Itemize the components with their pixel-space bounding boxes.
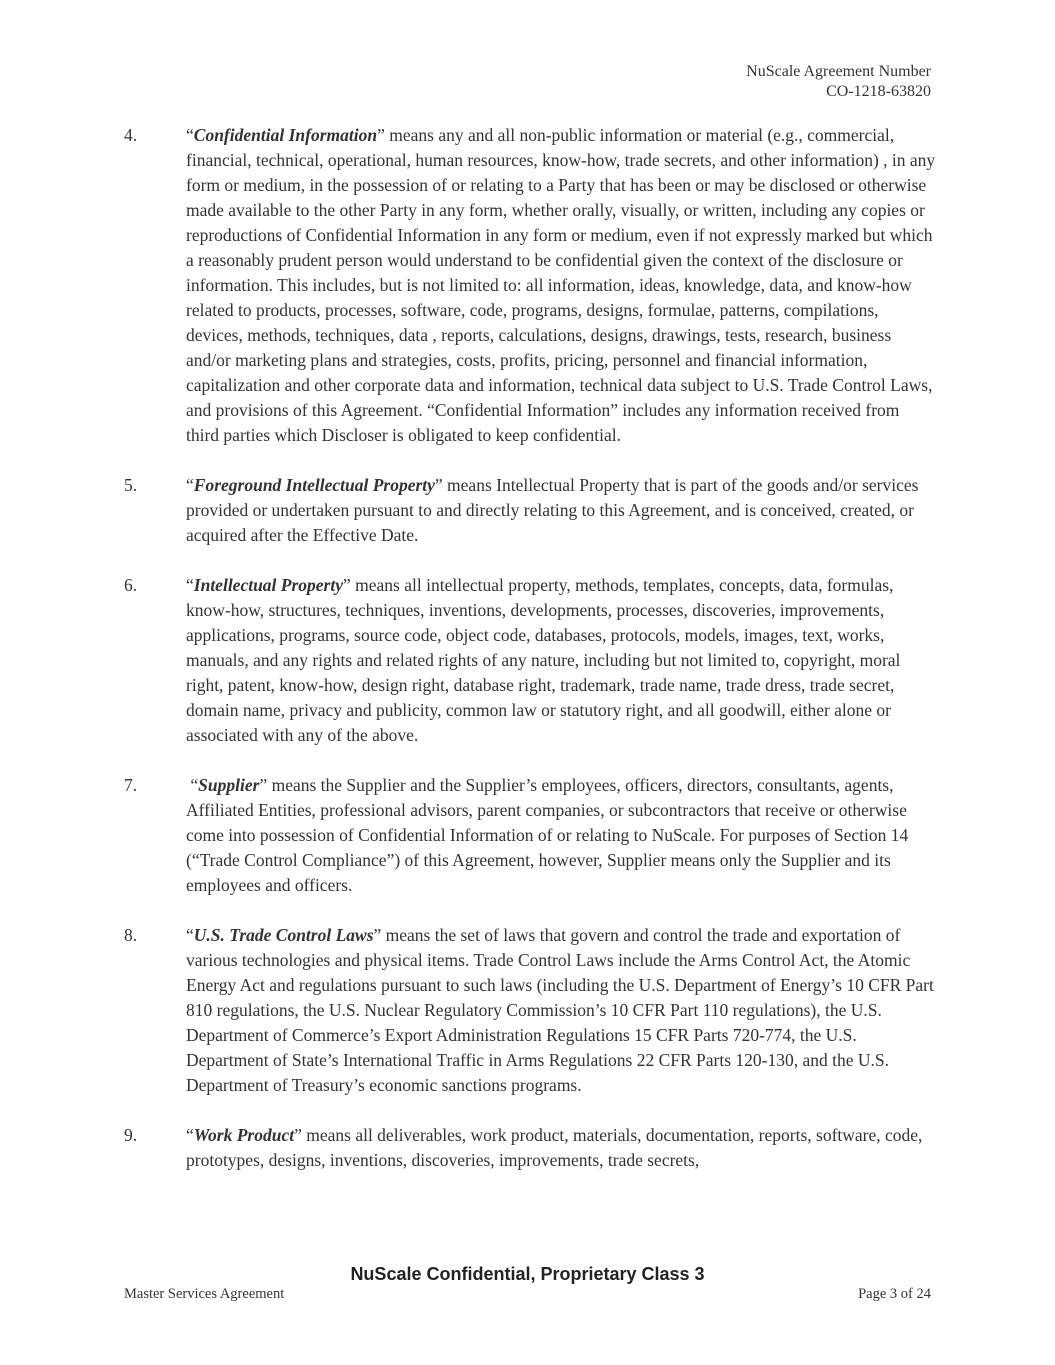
- definition-number: 9.: [124, 1125, 138, 1145]
- confidentiality-footer: NuScale Confidential, Proprietary Class 3: [350, 1264, 705, 1284]
- definition-body: ” means the set of laws that govern and control the trade and exportation of various technologies and physical items. Trade Control Laws include the Arms Control Act, the Atomic Energy Act and regulations pursuant to such laws (including the U.S. Department of Energy’s 10 CFR Part 810 regulations, the U.S. Nuclear Regulatory Commission’s 10 CFR Part 110 regulations), the U.S. Department of Commerce’s Export Administration Regulations 15 CFR Parts 720-774, the U.S. Department of State’s International Traffic in Arms Regulations 22 CFR Parts 120-130, and the U.S. Department of Treasury’s economic sanctions programs.: [186, 925, 934, 1095]
- agreement-number-value: CO-1218-63820: [826, 83, 931, 100]
- definition-body: ” means the Supplier and the Supplier’s employees, officers, directors, consultants, agents, Affiliated Entities, professional advisors, parent companies, or subcontractors that receive or otherwise come into possession of Confidential Information of or relating to NuScale. For purposes of Section 14 (“Trade Control Compliance”) of this Agreement, however, Supplier means only the Supplier and its employees and officers.: [186, 775, 909, 895]
- definitions-list: [124, 123, 936, 1198]
- definition-item: [124, 473, 936, 548]
- definition-text: “Confidential Information” means any and all non-public information or material (e.g., commercial, financial, technical, operational, human resources, know-how, trade secrets, and other information) , in any form or medium, in the possession of or relating to a Party that has been or may be disclosed or otherwise made available to the other Party in any form, whether orally, visually, or written, including any copies or reproductions of Confidential Information in any form or medium, even if not expressly marked but which a reasonably prudent person would understand to be confidential given the context of the disclosure or information. This includes, but is not limited to: all information, ideas, knowledge, data, and know-how related to products, processes, software, code, programs, designs, formulae, patterns, compilations, devices, methods, techniques, data , reports, calculations, designs, drawings, tests, research, business and/or marketing plans and strategies, costs, profits, pricing, personnel and financial information, capitalization and other corporate data and information, technical data subject to U.S. Trade Control Laws, and provisions of this Agreement. “Confidential Information” includes any information received from third parties which Discloser is obligated to keep confidential.: [186, 125, 936, 445]
- definition-term: Foreground Intellectual Property: [193, 475, 435, 495]
- page-header: [746, 62, 931, 102]
- agreement-number-label: NuScale Agreement Number: [746, 63, 931, 80]
- definition-text: “U.S. Trade Control Laws” means the set of laws that govern and control the trade and exportation of various technologies and physical items. Trade Control Laws include the Arms Control Act, the Atomic Energy Act and regulations pursuant to such laws (including the U.S. Department of Energy’s 10 CFR Part 810 regulations, the U.S. Nuclear Regulatory Commission’s 10 CFR Part 110 regulations), the U.S. Department of Commerce’s Export Administration Regulations 15 CFR Parts 720-774, the U.S. Department of State’s International Traffic in Arms Regulations 22 CFR Parts 120-130, and the U.S. Department of Treasury’s economic sanctions programs.: [186, 925, 934, 1095]
- definition-item: [124, 773, 936, 898]
- definition-item: [124, 123, 936, 448]
- definition-text: “Supplier” means the Supplier and the Supplier’s employees, officers, directors, consultants, agents, Affiliated Entities, professional advisors, parent companies, or subcontractors that receive or otherwise come into possession of Confidential Information of or relating to NuScale. For purposes of Section 14 (“Trade Control Compliance”) of this Agreement, however, Supplier means only the Supplier and its employees and officers.: [186, 775, 909, 895]
- definition-text: “Foreground Intellectual Property” means Intellectual Property that is part of the goods and/or services provided or undertaken pursuant to and directly relating to this Agreement, and is conceived, created, or acquired after the Effective Date.: [186, 475, 919, 545]
- definition-number: 5.: [124, 475, 138, 495]
- definition-number: 6.: [124, 575, 138, 595]
- definition-number: 4.: [124, 125, 138, 145]
- definition-item: [124, 573, 936, 748]
- definition-body: ” means all deliverables, work product, materials, documentation, reports, software, code, prototypes, designs, inventions, discoveries, improvements, trade secrets,: [186, 1125, 923, 1170]
- definition-term: Intellectual Property: [193, 575, 344, 595]
- definition-number: 8.: [124, 925, 138, 945]
- definition-text: “Intellectual Property” means all intellectual property, methods, templates, concepts, data, formulas, know-how, structures, techniques, inventions, developments, processes, discoveries, improvements, applications, programs, source code, object code, databases, protocols, models, images, text, works, manuals, and any rights and related rights of any nature, including but not limited to, copyright, moral right, patent, know-how, design right, database right, trademark, trade name, trade dress, trade secret, domain name, privacy and publicity, common law or statutory right, and all goodwill, either alone or associated with any of the above.: [186, 575, 901, 745]
- definition-term: Work Product: [193, 1125, 295, 1145]
- definition-body: ” means Intellectual Property that is part of the goods and/or services provided or undertaken pursuant to and directly relating to this Agreement, and is conceived, created, or acquired after the Effective Date.: [186, 475, 919, 545]
- definition-term: Confidential Information: [193, 125, 378, 145]
- definition-number: 7.: [124, 775, 138, 795]
- definition-body: ” means any and all non-public information or material (e.g., commercial, financial, technical, operational, human resources, know-how, trade secrets, and other information) , in any form or medium, in the possession of or relating to a Party that has been or may be disclosed or otherwise made available to the other Party in any form, whether orally, visually, or written, including any copies or reproductions of Confidential Information in any form or medium, even if not expressly marked but which a reasonably prudent person would understand to be confidential given the context of the disclosure or information. This includes, but is not limited to: all information, ideas, knowledge, data, and know-how related to products, processes, software, code, programs, designs, formulae, patterns, compilations, devices, methods, techniques, data , reports, calculations, designs, drawings, tests, research, business and/or marketing plans and strategies, costs, profits, pricing, personnel and financial information, capitalization and other corporate data and information, technical data subject to U.S. Trade Control Laws, and provisions of this Agreement. “Confidential Information” includes any information received from third parties which Discloser is obligated to keep confidential.: [186, 125, 936, 445]
- definition-text: “Work Product” means all deliverables, work product, materials, documentation, reports, software, code, prototypes, designs, inventions, discoveries, improvements, trade secrets,: [186, 1125, 923, 1170]
- definition-body: ” means all intellectual property, methods, templates, concepts, data, formulas, know-how, structures, techniques, inventions, developments, processes, discoveries, improvements, applications, programs, source code, object code, databases, protocols, models, images, text, works, manuals, and any rights and related rights of any nature, including but not limited to, copyright, moral right, patent, know-how, design right, database right, trademark, trade name, trade dress, trade secret, domain name, privacy and publicity, common law or statutory right, and all goodwill, either alone or associated with any of the above.: [186, 575, 901, 745]
- definition-item: [124, 1123, 936, 1173]
- definition-term: U.S. Trade Control Laws: [193, 925, 374, 945]
- definition-item: [124, 923, 936, 1098]
- definition-term: Supplier: [198, 775, 260, 795]
- page-number: Page 3 of 24: [858, 1286, 931, 1302]
- document-title-footer: Master Services Agreement: [124, 1286, 285, 1302]
